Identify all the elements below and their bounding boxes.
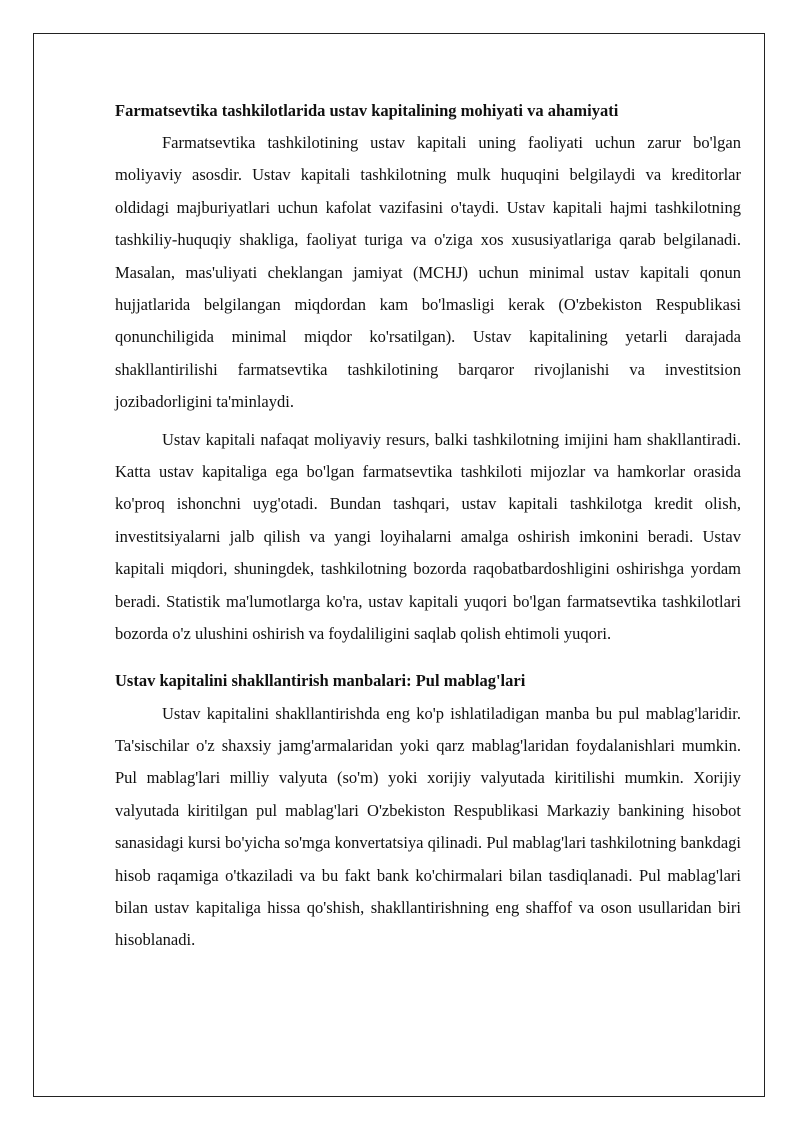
paragraph: Ustav kapitali nafaqat moliyaviy resurs, balki tashkilotning imijini ham shakllantiradi. Katta ustav kapitaliga ega bo'lgan farmatsevtika tashkiloti mijozlar va hamkorlar orasida ko'proq ishonchni uyg'otadi. Bundan tashqari, ustav kapitali tashkilotga kredit olish, investitsiyalarni jalb qilish va yangi loyihalarni amalga oshirish imkonini beradi. Ustav kapitali miqdori, shuningdek, tashkilotning bozorda raqobatbardoshligini oshirishga yordam beradi. Statistik ma'lumotlarga ko'ra, ustav kapitali yuqori bo'lgan farmatsevtika tashkilotlari bozorda o'z ulushini oshirish va foydaliligini saqlab qolish ehtimoli yuqori. xyxy=(115,429,741,644)
paragraph: Farmatsevtika tashkilotining ustav kapitali uning faoliyati uchun zarur bo'lgan moliyaviy asosdir. Ustav kapitali tashkilotning mulk huquqini belgilaydi va kreditorlar oldidagi majburiyatlari uchun kafolat vazifasini o'taydi. Ustav kapitali hajmi tashkilotning tashkiliy-huquqiy shakliga, faoliyat turiga va o'ziga xos xususiyatlariga qarab belgilanadi. Masalan, mas'uliyati cheklangan jamiyat (MCHJ) uchun minimal ustav kapitali qonun hujjatlarida belgilangan miqdordan kam bo'lmasligi kerak (O'zbekiston Respublikasi qonunchiligida minimal miqdor ko'rsatilgan). Ustav kapitalining yetarli darajada shakllantirilishi farmatsevtika tashkilotining barqaror rivojlanishi va investitsion jozibadorligini ta'minlaydi. xyxy=(115,133,741,412)
document-body xyxy=(115,95,741,957)
paragraph: Ustav kapitalini shakllantirishda eng ko'p ishlatiladigan manba bu pul mablag'laridir. Ta'sischilar o'z shaxsiy jamg'armalaridan yoki qarz mablag'laridan foydalanishlari mumkin. Pul mablag'lari milliy valyuta (so'm) yoki xorijiy valyutada kiritilishi mumkin. Xorijiy valyutada kiritilgan pul mablag'lari O'zbekiston Respublikasi Markaziy bankining hisobot sanasidagi kursi bo'yicha so'mga konvertatsiya qilinadi. Pul mablag'lari tashkilotning bankdagi hisob raqamiga o'tkaziladi va bu fakt bank ko'chirmalari bilan tasdiqlanadi. Pul mablag'lari bilan ustav kapitaliga hissa qo'shish, shakllantirishning eng shaffof va oson usullaridan biri hisoblanadi. xyxy=(115,703,741,950)
section-heading: Ustav kapitalini shakllantirish manbalari: Pul mablag'lari xyxy=(115,670,526,690)
section-heading: Farmatsevtika tashkilotlarida ustav kapitalining mohiyati va ahamiyati xyxy=(115,101,619,120)
